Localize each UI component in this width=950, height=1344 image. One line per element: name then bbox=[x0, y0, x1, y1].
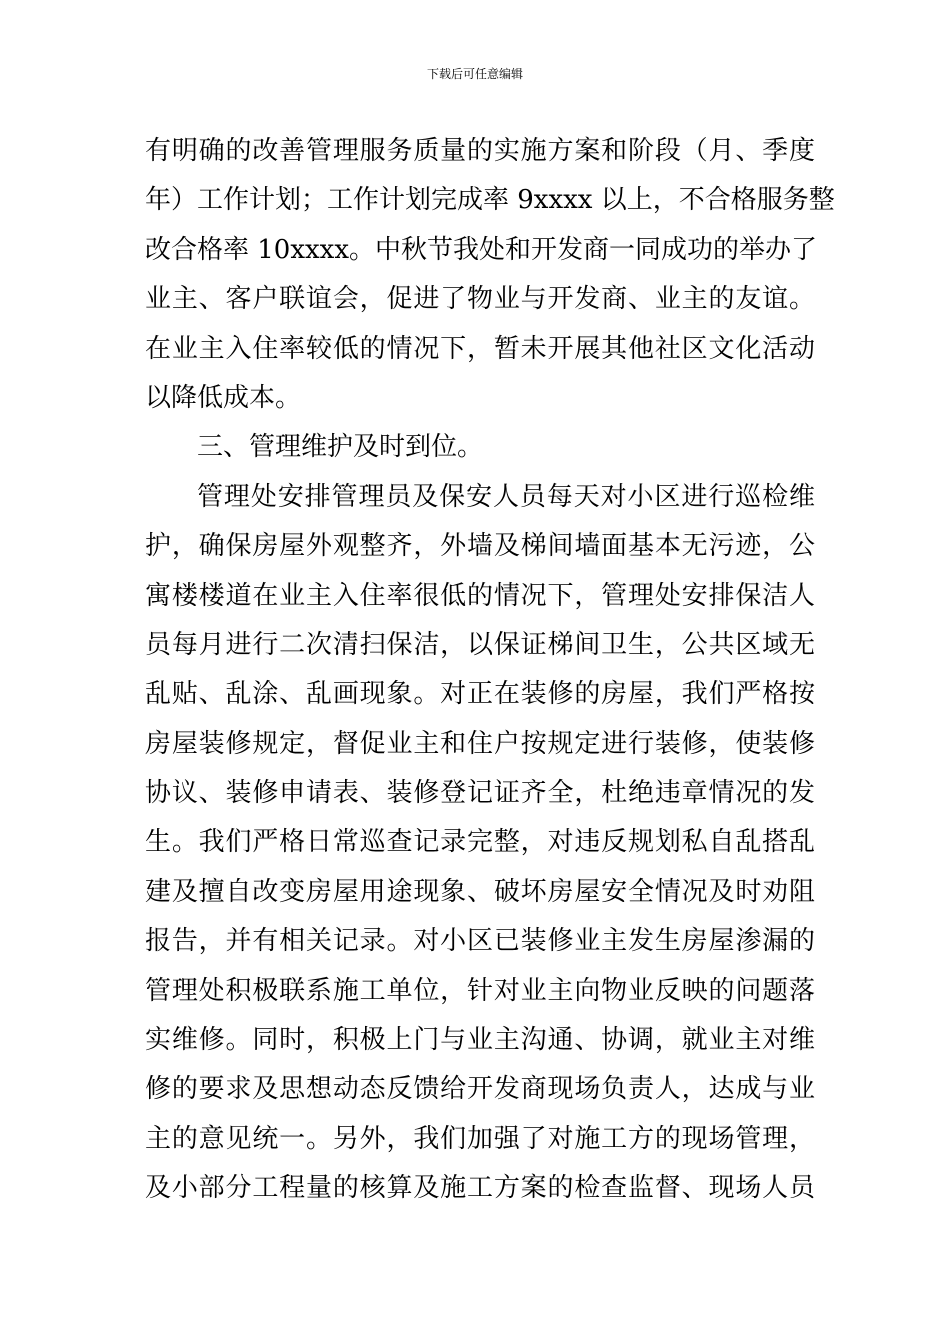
body-line: 房屋装修规定，督促业主和住户按规定进行装修，使装修 bbox=[145, 728, 815, 759]
body-line: 修的要求及思想动态反馈给开发商现场负责人，达成与业 bbox=[145, 1074, 815, 1105]
body-line: 有明确的改善管理服务质量的实施方案和阶段（月、季度 bbox=[145, 136, 815, 166]
body-line: 协议、装修申请表、装修登记证齐全，杜绝违章情况的发 bbox=[145, 778, 815, 809]
body-line: 员每月进行二次清扫保洁，以保证梯间卫生，公共区域无 bbox=[145, 629, 815, 660]
body-line: 改合格率 10xxxx。中秋节我处和开发商一同成功的举办了 bbox=[145, 234, 818, 265]
body-line: 管理处安排管理员及保安人员每天对小区进行巡检维 bbox=[197, 481, 815, 512]
body-line: 以降低成本。 bbox=[145, 382, 302, 413]
body-line: 业主、客户联谊会，促进了物业与开发商、业主的友谊。 bbox=[145, 284, 815, 315]
body-line: 管理处积极联系施工单位，针对业主向物业反映的问题落 bbox=[145, 975, 815, 1006]
body-line: 报告，并有相关记录。对小区已装修业主发生房屋渗漏的 bbox=[145, 926, 815, 957]
page-header-note: 下载后可任意编辑 bbox=[426, 67, 523, 81]
section-heading: 三、管理维护及时到位。 bbox=[197, 432, 484, 463]
body-line: 年）工作计划；工作计划完成率 9xxxx 以上，不合格服务整 bbox=[145, 185, 835, 216]
body-line: 建及擅自改变房屋用途现象、破坏房屋安全情况及时劝阻 bbox=[145, 876, 815, 907]
body-line: 寓楼楼道在业主入住率很低的情况下，管理处安排保洁人 bbox=[145, 580, 815, 611]
body-line: 实维修。同时，积极上门与业主沟通、协调，就业主对维 bbox=[145, 1025, 815, 1056]
body-line: 护，确保房屋外观整齐，外墙及梯间墙面基本无污迹，公 bbox=[145, 531, 815, 562]
body-line: 生。我们严格日常巡查记录完整，对违反规划私自乱搭乱 bbox=[145, 827, 815, 858]
body-line: 乱贴、乱涂、乱画现象。对正在装修的房屋，我们严格按 bbox=[145, 679, 815, 710]
document-body bbox=[145, 127, 835, 1214]
body-line: 在业主入住率较低的情况下，暂未开展其他社区文化活动 bbox=[145, 333, 815, 364]
body-line: 及小部分工程量的核算及施工方案的检查监督、现场人员 bbox=[145, 1173, 815, 1204]
body-line: 主的意见统一。另外，我们加强了对施工方的现场管理， bbox=[145, 1123, 815, 1154]
